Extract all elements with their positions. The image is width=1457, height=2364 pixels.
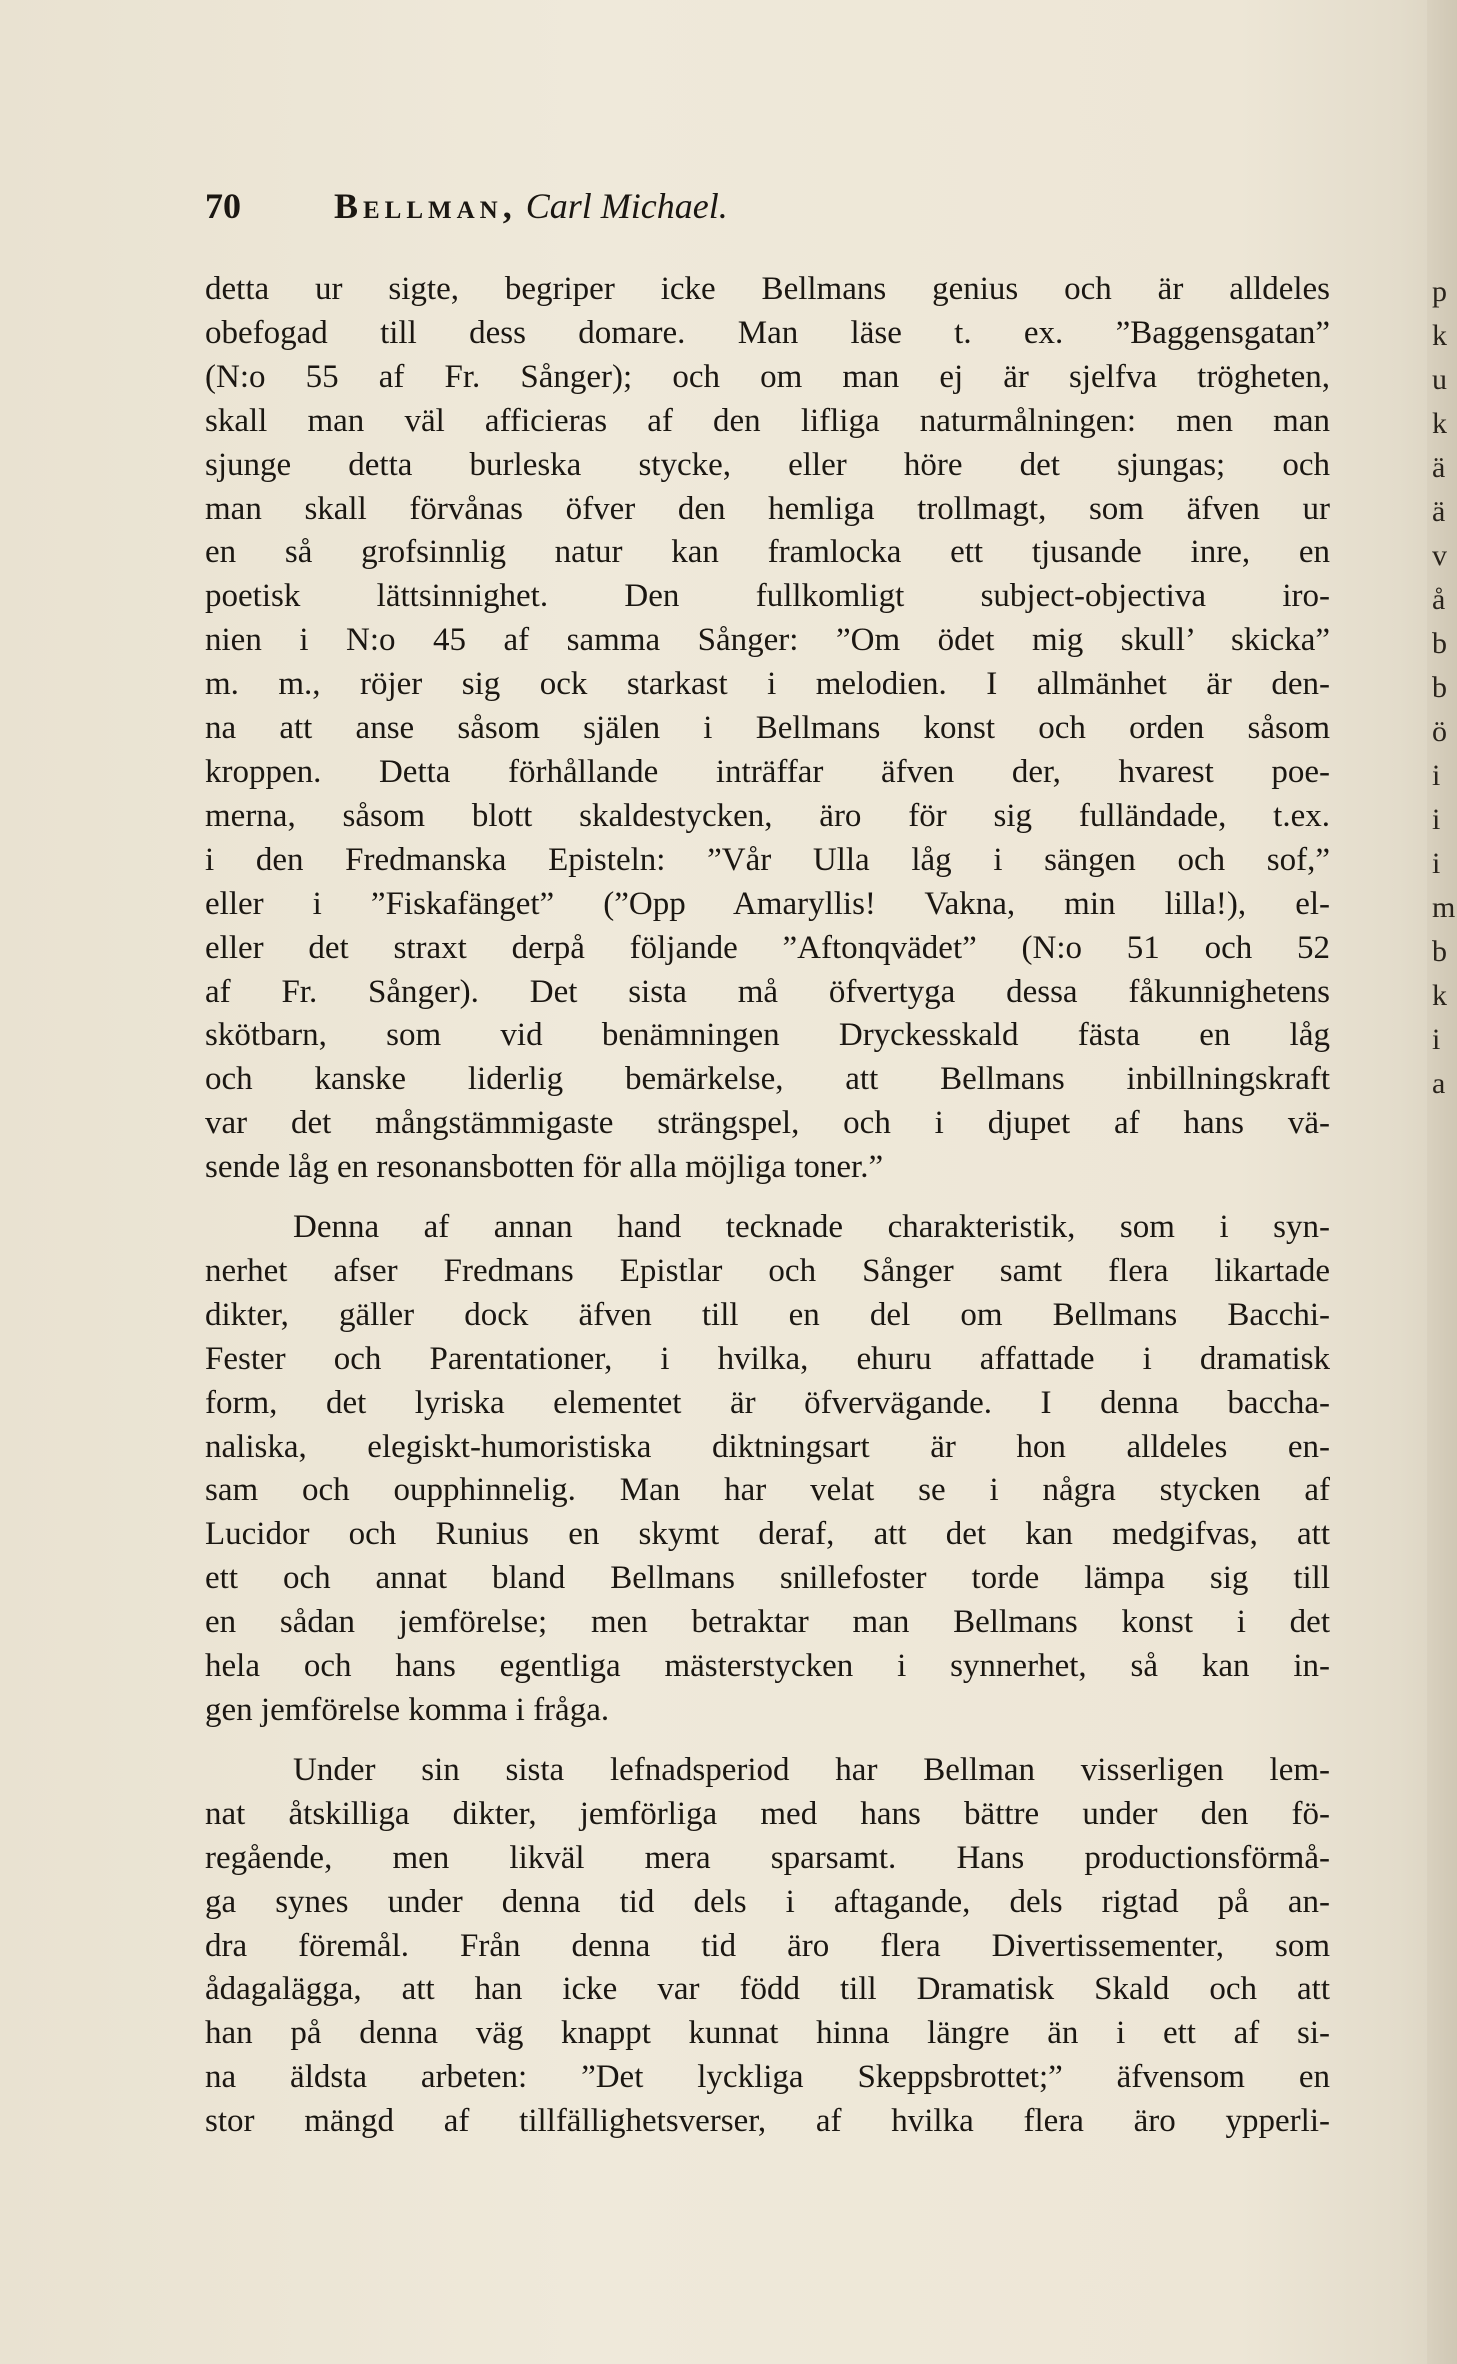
adjacent-page-fragment: i — [1432, 803, 1441, 836]
text-line: i den Fredmanska Episteln: ”Vår Ulla låg i sängen och sof,” — [205, 841, 1330, 878]
text-line: regående, men likväl mera sparsamt. Hans productionsförmå- — [205, 1839, 1330, 1876]
text-line: sjunge detta burleska stycke, eller höre det sjungas; och — [205, 446, 1330, 483]
paragraph — [205, 1206, 1330, 1733]
text-line: Lucidor och Runius en skymt deraf, att det kan medgifvas, att — [205, 1516, 1330, 1553]
adjacent-page-fragment: k — [1432, 407, 1447, 440]
text-line: sende låg en resonansbotten för alla möjliga toner.” — [205, 1149, 884, 1186]
adjacent-page-fragment: b — [1432, 935, 1447, 968]
adjacent-page-fragment: p — [1432, 275, 1447, 308]
text-line: nat åtskilliga dikter, jemförliga med hans bättre under den fö- — [205, 1795, 1330, 1832]
adjacent-page-fragment: ä — [1432, 451, 1446, 484]
text-line: merna, såsom blott skaldestycken, äro för sig fulländade, t.ex. — [205, 797, 1330, 834]
text-line: m. m., röjer sig ock starkast i melodien. I allmänhet är den- — [205, 666, 1330, 703]
text-line: en sådan jemförelse; men betraktar man Bellmans konst i det — [205, 1604, 1330, 1641]
adjacent-page-fragment: m — [1432, 891, 1456, 924]
adjacent-page-fragment: å — [1432, 583, 1446, 616]
text-line: sam och oupphinnelig. Man har velat se i några stycken af — [205, 1472, 1330, 1509]
paragraph — [205, 1749, 1330, 2144]
text-line: obefogad till dess domare. Man läse t. ex. ”Baggensgatan” — [205, 314, 1330, 351]
running-head-surname: Bellman, — [334, 186, 517, 226]
text-line: form, det lyriska elementet är öfvervägande. I denna baccha- — [205, 1384, 1330, 1421]
text-line: Under sin sista lefnadsperiod har Bellman visserligen lem- — [293, 1751, 1330, 1788]
text-line: naliska, elegiskt-humoristiska diktningsart är hon alldeles en- — [205, 1428, 1330, 1465]
adjacent-page-fragments — [1432, 270, 1456, 1170]
adjacent-page-fragment: u — [1432, 363, 1447, 396]
paragraph — [205, 268, 1330, 1190]
text-line: eller det straxt derpå följande ”Aftonqvädet” (N:o 51 och 52 — [205, 929, 1330, 966]
adjacent-page-fragment: a — [1432, 1067, 1446, 1100]
adjacent-page-fragment: i — [1432, 1023, 1441, 1056]
text-line: Denna af annan hand tecknade charakteristik, som i syn- — [293, 1209, 1330, 1246]
text-line: nerhet afser Fredmans Epistlar och Sånger samt flera likartade — [205, 1252, 1330, 1289]
running-head-given-names: Carl Michael. — [525, 186, 728, 226]
text-line: Fester och Parentationer, i hvilka, ehuru affattade i dramatisk — [205, 1340, 1330, 1377]
text-line: eller i ”Fiskafänget” (”Opp Amaryllis! Vakna, min lilla!), el- — [205, 885, 1330, 922]
adjacent-page-fragment: b — [1432, 671, 1447, 704]
text-line: ga synes under denna tid dels i aftagande, dels rigtad på an- — [205, 1883, 1330, 1920]
text-line: var det mångstämmigaste strängspel, och i djupet af hans vä- — [205, 1105, 1330, 1142]
adjacent-page-fragment: i — [1432, 759, 1441, 792]
text-line: en så grofsinnlig natur kan framlocka ett tjusande inre, en — [205, 534, 1330, 571]
text-line: man skall förvånas öfver den hemliga trollmagt, som äfven ur — [205, 490, 1330, 527]
text-line: stor mängd af tillfällighetsverser, af hvilka flera äro ypperli- — [205, 2103, 1330, 2140]
text-line: (N:o 55 af Fr. Sånger); och om man ej är sjelfva trögheten, — [205, 358, 1330, 395]
text-line: poetisk lättsinnighet. Den fullkomligt subject-objectiva iro- — [205, 578, 1330, 615]
running-head — [334, 178, 728, 234]
text-line: skötbarn, som vid benämningen Dryckesskald fästa en låg — [205, 1017, 1330, 1054]
adjacent-page-fragment: i — [1432, 847, 1441, 880]
text-line: dra föremål. Från denna tid äro flera Divertissementer, som — [205, 1927, 1330, 1964]
text-line: ådagalägga, att han icke var född till Dramatisk Skald och att — [205, 1971, 1330, 2008]
text-line: och kanske liderlig bemärkelse, att Bellmans inbillningskraft — [205, 1061, 1330, 1098]
text-line: dikter, gäller dock äfven till en del om Bellmans Bacchi- — [205, 1296, 1330, 1333]
page-number: 70 — [205, 186, 241, 226]
adjacent-page-fragment: k — [1432, 979, 1447, 1012]
text-line: skall man väl afficieras af den lifliga naturmålningen: men man — [205, 402, 1330, 439]
text-line: han på denna väg knappt kunnat hinna längre än i ett af si- — [205, 2015, 1330, 2052]
adjacent-page-fragment: ö — [1432, 715, 1447, 748]
text-line: gen jemförelse komma i fråga. — [205, 1692, 610, 1728]
text-line: nien i N:o 45 af samma Sånger: ”Om ödet mig skull’ skicka” — [205, 622, 1330, 659]
body-text — [205, 268, 1330, 2144]
running-header — [205, 178, 1105, 234]
adjacent-page-fragment: ä — [1432, 495, 1446, 528]
text-line: na äldsta arbeten: ”Det lyckliga Skeppsbrottet;” äfvensom en — [205, 2059, 1330, 2096]
text-line: hela och hans egentliga mästerstycken i synnerhet, så kan in- — [205, 1648, 1330, 1685]
text-line: ett och annat bland Bellmans snillefoster torde lämpa sig till — [205, 1560, 1330, 1597]
text-line: detta ur sigte, begriper icke Bellmans genius och är alldeles — [205, 271, 1330, 307]
adjacent-page-fragment: b — [1432, 627, 1447, 660]
adjacent-page-fragment: v — [1432, 539, 1447, 572]
text-line: af Fr. Sånger). Det sista må öfvertyga dessa fåkunnighetens — [205, 973, 1330, 1010]
text-line: na att anse såsom själen i Bellmans konst och orden såsom — [205, 710, 1330, 747]
adjacent-page-fragment: k — [1432, 319, 1447, 352]
text-line: kroppen. Detta förhållande inträffar äfven der, hvarest poe- — [205, 753, 1330, 790]
